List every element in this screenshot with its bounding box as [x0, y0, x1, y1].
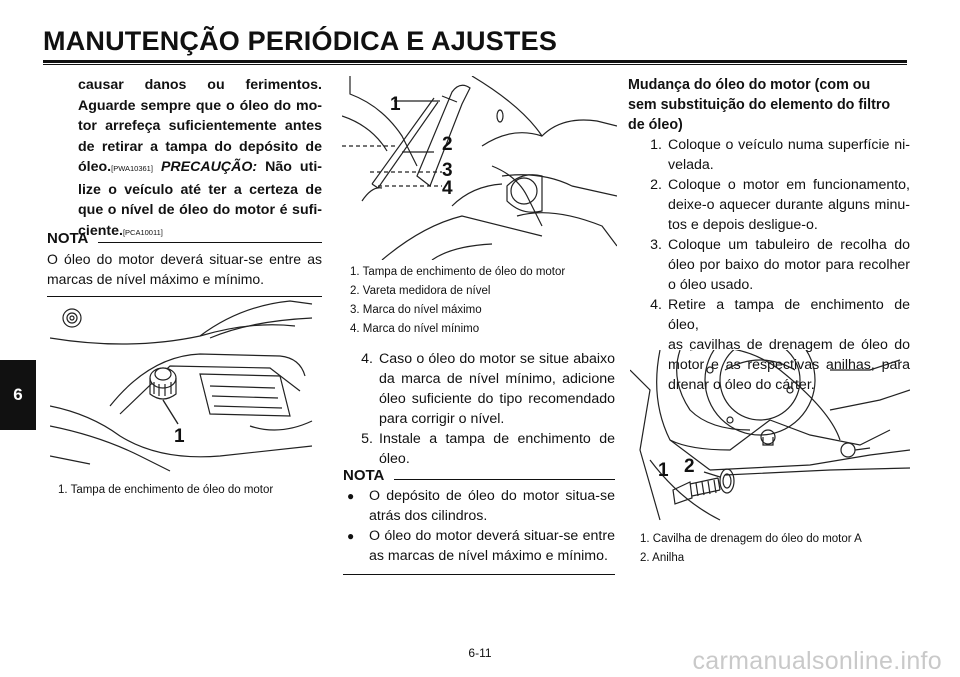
step-number: 4.: [650, 297, 662, 313]
figure-caption: 2. Vareta medidora de nível: [350, 285, 491, 297]
nota-heading: [343, 466, 615, 486]
nota-line: marcas de nível máximo e mínimo.: [47, 271, 265, 287]
bullet-icon: ●: [347, 489, 355, 503]
drain-bolt-figure: [630, 350, 910, 530]
list-item: [638, 235, 910, 295]
nota-block-left: [47, 229, 322, 297]
oil-filler-cap-figure: [50, 296, 325, 476]
heading-line: Mudança do óleo do motor (com ou: [628, 77, 871, 93]
step-line: as cavilhas de drenagem de óleo do: [668, 337, 910, 353]
step-number: 4.: [361, 351, 373, 367]
warning-text: ciente.: [78, 222, 123, 239]
step-number: 1.: [650, 137, 662, 153]
warning-code: [PWA10361]: [111, 164, 153, 173]
nota-heading: [47, 229, 322, 249]
figure-caption: 3. Marca do nível máximo: [350, 304, 482, 316]
figure-callout: 4: [442, 178, 453, 199]
step-line: velada.: [668, 157, 714, 173]
warning-line: causar danos ou ferimentos.: [78, 77, 322, 93]
page-number: 6-11: [468, 646, 492, 660]
list-item: [638, 175, 910, 235]
figure-caption: 2. Anilha: [640, 552, 685, 564]
figure-caption: 1. Tampa de enchimento de óleo do motor: [58, 484, 274, 496]
figure-captions: [350, 263, 565, 339]
warning-line: que o nível de óleo do motor é sufi-: [78, 202, 322, 218]
bullet-line: O óleo do motor deverá situar-se entre: [369, 528, 615, 544]
step-line: para corrigir o nível.: [379, 411, 505, 427]
step-line: Coloque o motor em funcionamento,: [668, 177, 910, 193]
step-line: o óleo usado.: [668, 277, 754, 293]
nota-end-rule: [343, 574, 615, 575]
warning-block: [78, 75, 322, 243]
step-line: deixe-o aquecer durante alguns minu-: [668, 197, 910, 213]
figure-captions: [640, 530, 862, 568]
nota-label: NOTA: [343, 467, 385, 484]
step-number: 5.: [361, 431, 373, 447]
warning-text: Não uti-: [257, 159, 322, 175]
step-line: da marca de nível mínimo, adicione: [379, 371, 615, 387]
steps-middle: [343, 349, 615, 469]
step-line: tos e depois desligue-o.: [668, 217, 818, 233]
warning-line: tor arrefeça suficientemente antes: [78, 118, 322, 134]
step-line: óleo.: [379, 451, 410, 467]
step-line: óleo por baixo do motor para recolher: [668, 257, 910, 273]
step-line: Instale a tampa de enchimento de: [379, 431, 615, 447]
step-number: 3.: [650, 237, 662, 253]
caution-code: [PCA10011]: [122, 227, 163, 237]
nota-label: NOTA: [47, 230, 89, 247]
figure-caption: 1. Cavilha de drenagem do óleo do motor A: [640, 533, 862, 545]
warning-line: lize o veículo até ter a certeza de: [78, 181, 322, 198]
list-item: [343, 349, 615, 429]
nota-line: O óleo do motor deverá situar-se entre as: [47, 251, 322, 267]
watermark: carmanualsonline.info: [692, 647, 942, 675]
dipstick-figure: [342, 76, 617, 260]
warning-line: [78, 157, 322, 180]
bullet-icon: ●: [347, 529, 355, 543]
bullet-line: O depósito de óleo do motor situa-se: [369, 488, 615, 504]
step-number: 2.: [650, 177, 662, 193]
section-heading: [628, 75, 910, 135]
bullet-line: atrás dos cilindros.: [369, 508, 488, 524]
step-line: Caso o óleo do motor se situe abaixo: [379, 351, 615, 367]
page-title: MANUTENÇÃO PERIÓDICA E AJUSTES: [43, 26, 558, 56]
bullet-line: as marcas de nível máximo e mínimo.: [369, 548, 608, 564]
chapter-tab[interactable]: 6: [0, 360, 36, 430]
step-line: óleo suficiente do tipo recomendado: [379, 391, 615, 407]
list-item: [343, 486, 615, 526]
figure-caption: 1. Tampa de enchimento de óleo do motor: [350, 266, 566, 278]
heading-line: de óleo): [628, 117, 683, 133]
figure-callout: 1: [390, 94, 401, 115]
step-line: motor e as respectivas anilhas, para: [668, 357, 910, 373]
title-rule: [43, 60, 907, 63]
list-item: [343, 526, 615, 566]
title-rule-thin: [43, 64, 907, 65]
figure-callout: 2: [442, 134, 453, 155]
list-item: [638, 135, 910, 175]
step-line: drenar o óleo do cárter.: [668, 377, 815, 393]
figure-callout: 1: [658, 460, 669, 481]
caution-word: PRECAUÇÃO:: [160, 159, 258, 175]
figure-caption: 4. Marca do nível mínimo: [350, 323, 480, 335]
warning-line: de retirar a tampa do depósito de: [78, 138, 322, 155]
heading-line: sem substituição do elemento do filtro: [628, 97, 891, 113]
step-line: Retire a tampa de enchimento de óleo,: [668, 297, 910, 333]
figure-callout: 1: [174, 426, 185, 447]
nota-block-middle: [343, 466, 615, 575]
warning-line: Aguarde sempre que o óleo do mo-: [78, 97, 322, 114]
figure-callout: 2: [684, 456, 695, 477]
list-item: [343, 429, 615, 469]
step-line: Coloque um tabuleiro de recolha do: [668, 237, 910, 253]
step-line: Coloque o veículo numa superfície ni-: [668, 137, 910, 153]
warning-text: óleo.: [78, 159, 112, 175]
figure-callout: 3: [442, 160, 453, 181]
